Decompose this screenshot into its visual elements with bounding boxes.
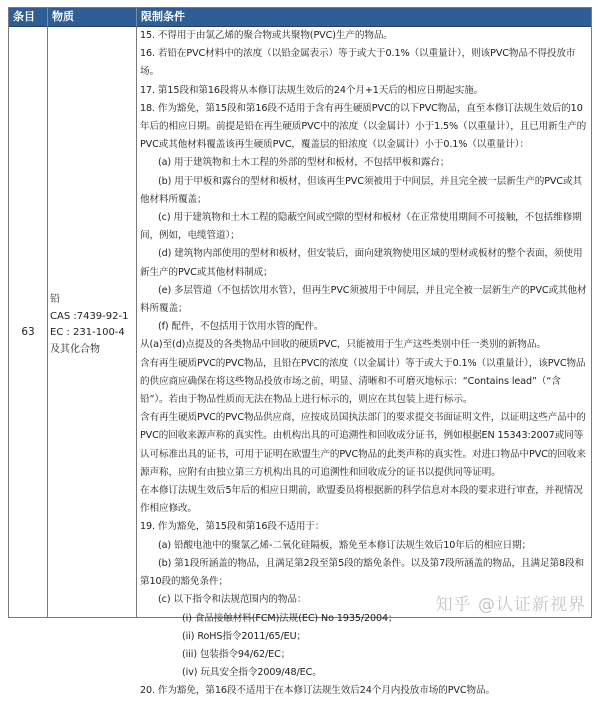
condition-paragraph: (f) 配件，不包括用于饮用水管的配件。 (158, 321, 324, 333)
condition-paragraph: 15. 不得用于由氯乙烯的聚合物或共聚物(PVC)生产的物品。 (140, 30, 393, 41)
condition-paragraph: (a) 用于建筑物和土木工程的外部的型材和板材，不包括甲板和露台； (158, 157, 450, 169)
condition-paragraph: (iv) 玩具安全指令2009/48/EC。 (182, 667, 322, 679)
condition-paragraph: (b) 用于甲板和露台的型材和板材，但该再生PVC须被用于中间层，并且完全被一层新生产的PVC或其他材料所覆盖； (140, 175, 582, 205)
condition-paragraph: (e) 多层管道（不包括饮用水管），但再生PVC须被用于中间层，并且完全被一层新生产的PVC或其他材料所覆盖； (140, 284, 587, 315)
table-header (9, 8, 591, 27)
entry-number: 63 (21, 326, 35, 338)
watermark: 知乎 @认证新视界 (435, 595, 586, 615)
condition-paragraph: 在本修订法规生效后5年后的相应日期前，欧盟委员将根据新的科学信息对本段的要求进行审查，并视情况作相应修改。 (140, 485, 583, 515)
condition-paragraph: (d) 建筑物内部使用的型材和板材，但安装后，面向建筑物使用区域的型材或板材的整个表面，须使用新生产的PVC或其他材料制成； (140, 248, 583, 278)
column-divider (47, 26, 48, 617)
condition-paragraph: 含有再生硬质PVC的PVC物品，且铅在PVC的浓度（以金属计）等于或大于0.1%（以重量计），该PVC物品的供应商应确保在将这些物品投放市场之前，明显、清晰和不可磨灭地标示：“Contains lead”（“含铅”）。若由于物品性质而无法在物品上进行标示的，则应在其包装上进行标示。 (140, 357, 586, 406)
header-entry: 条目 (13, 10, 35, 23)
substance-name: 铅 (50, 294, 60, 305)
condition-paragraph: (ii) RoHS指令2011/65/EU； (182, 630, 307, 642)
condition-paragraph: 17. 第15段和第16段将从本修订法规生效后的24个月+1天后的相应日期起实施。 (140, 84, 484, 96)
condition-paragraph: (b) 第1段所涵盖的物品，且满足第2段至第5段的豁免条件。以及第7段所涵盖的物品，且满足第8段和第10段的豁免条件； (140, 557, 584, 588)
condition-paragraph: (a) 铅酸电池中的聚氯乙烯-二氧化硅隔板，豁免至本修订法规生效后10年后的相应日期； (158, 539, 532, 551)
condition-paragraph: (c) 以下指令和法规范围内的物品： (158, 594, 307, 606)
header-conditions: 限制条件 (136, 8, 591, 26)
condition-paragraph: 从(a)至(d)点提及的各类物品中回收的硬质PVC，只能被用于生产这些类别中任一类别的新物品。 (140, 339, 546, 351)
header-substance: 物质 (47, 8, 136, 26)
condition-paragraph: 20. 作为豁免，第16段不适用于在本修订法规生效后24个月内投放市场的PVC物品。 (140, 685, 495, 697)
column-divider (136, 26, 137, 617)
condition-paragraph: (i) 食品接触材料(FCM)法规(EC) No 1935/2004； (182, 612, 398, 624)
substance-ec: EC : 231-100-4 (50, 327, 125, 338)
condition-paragraph: 18. 作为豁免，第15段和第16段不适用于含有再生硬质PVC的以下PVC物品，直至本修订法规生效后的10年后的相应日期。前提是铅在再生硬质PVC中的浓度（以金属计）小于1.5%（以重量计），且已用新生产的PVC或其他材料覆盖该再生硬质PVC，覆盖层的铅浓度（以金属计）小于0.1%（以重量计）： (140, 102, 587, 151)
condition-paragraph: 16. 若铅在PVC材料中的浓度（以铅金属表示）等于或大于0.1%（以重量计），则该PVC物品不得投放市场。 (140, 48, 576, 78)
substance-compounds: 及其化合物 (50, 343, 100, 355)
substance-cell (50, 292, 136, 358)
condition-paragraph: (iii) 包装指令94/62/EC； (182, 648, 291, 660)
restriction-table (8, 7, 592, 697)
substance-cas: CAS :7439-92-1 (50, 310, 129, 322)
condition-paragraph: 含有再生硬质PVC的PVC物品供应商，应按成员国执法部门的要求提交书面证明文件，以证明这些产品中的PVC的回收来源声称的真实性。由机构出具的可追溯性和回收成分证书，例如根据EN 15343:2007或同等认可标准出具的证书，可用于证明在欧盟生产的PVC物品的此类声称的真实性。对进口物品中PVC的回收来源声称，应附有由独立第三方机构出具的可追溯性和回收成分的证书以提供同等证明。 (140, 412, 586, 478)
condition-paragraph: (c) 用于建筑物和土木工程的隐蔽空间或空隙的型材和板材（在正常使用期间不可接触，不包括维修期间，例如，电缆管道）； (140, 212, 582, 242)
condition-paragraph: 19. 作为豁免，第15段和第16段不适用于： (140, 521, 325, 533)
